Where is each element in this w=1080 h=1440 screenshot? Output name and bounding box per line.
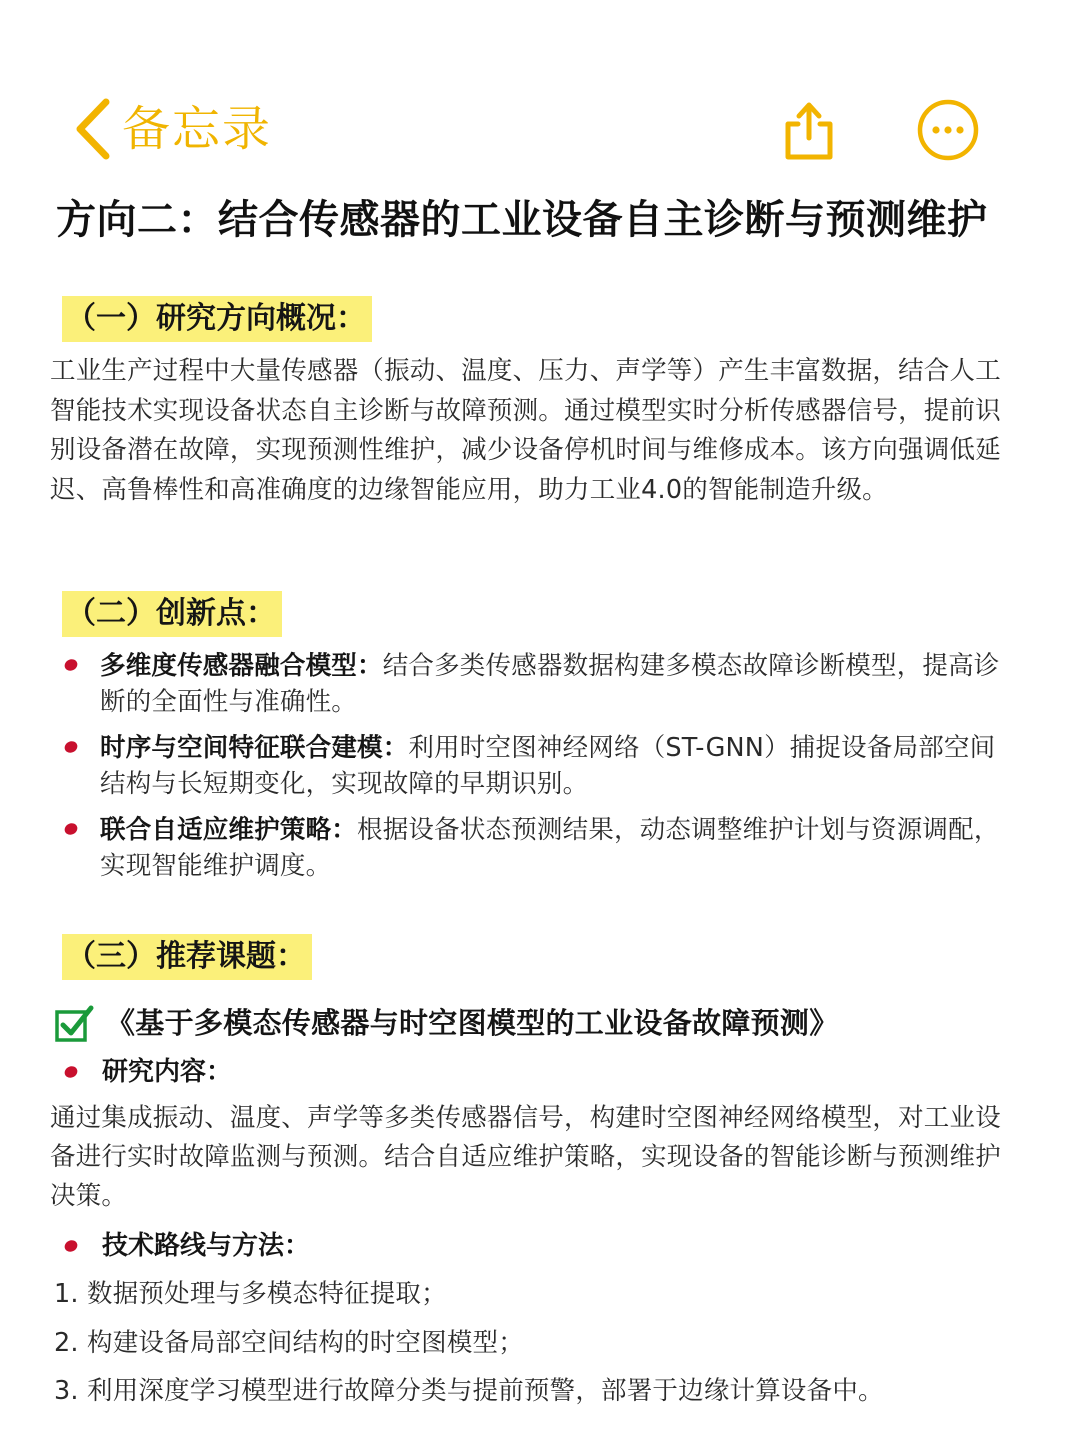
method-step: 3. 利用深度学习模型进行故障分类与提前预警，部署于边缘计算设备中。	[54, 1376, 884, 1406]
bullet-dot-icon	[64, 740, 78, 754]
section-heading-topics: （三）推荐课题：	[62, 934, 312, 980]
overview-paragraph: 工业生产过程中大量传感器（振动、温度、压力、声学等）产生丰富数据，结合人工智能技术实现设备状态自主诊断与故障预测。通过模型实时分析传感器信号，提前识别设备潜在故障，实现预测性维护，减少设备停机时间与维修成本。该方向强调低延迟、高鲁棒性和高准确度的边缘智能应用，助力工业4.0的智能制造升级。	[50, 356, 1001, 505]
bullet-dot-icon	[64, 658, 78, 672]
method-step: 2. 构建设备局部空间结构的时空图模型；	[54, 1328, 524, 1358]
back-label: 备忘录	[122, 101, 273, 157]
bullet-dot-icon	[64, 1239, 78, 1253]
sub-heading-label: 技术路线与方法：	[102, 1231, 311, 1261]
research-content-paragraph: 通过集成振动、温度、声学等多类传感器信号，构建时空图神经网络模型，对工业设备进行实时故障监测与预测。结合自适应维护策略，实现设备的智能诊断与预测维护决策。	[50, 1103, 1001, 1211]
sub-heading-label: 研究内容：	[102, 1057, 233, 1087]
bullet-label: 多维度传感器融合模型：	[100, 651, 383, 681]
method-step: 1. 数据预处理与多模态特征提取；	[54, 1279, 447, 1309]
share-button[interactable]	[780, 96, 838, 162]
bullet-label: 时序与空间特征联合建模：	[100, 733, 409, 763]
topic-title-row	[54, 1000, 839, 1046]
back-button[interactable]	[72, 96, 272, 162]
more-button[interactable]	[916, 98, 980, 162]
bullet-desc: 结合多类传感器数据构建多模态故障诊断模型，提高诊断的全面性与准确性。	[100, 651, 1000, 717]
checkbox-checked-icon[interactable]	[54, 1003, 94, 1043]
more-icon	[916, 98, 980, 162]
note-title: 方向二：结合传感器的工业设备自主诊断与预测维护	[56, 197, 988, 243]
section-heading-innovation: （二）创新点：	[62, 591, 282, 637]
topic-title: 《基于多模态传感器与时空图模型的工业设备故障预测》	[106, 1006, 839, 1040]
bullet-desc: 根据设备状态预测结果，动态调整维护计划与资源调配，实现智能维护调度。	[100, 815, 1000, 881]
chevron-left-icon	[72, 96, 112, 162]
bullet-label: 联合自适应维护策略：	[100, 815, 358, 845]
nav-bar	[0, 0, 1080, 180]
section-heading-overview: （一）研究方向概况：	[62, 296, 372, 342]
share-icon	[780, 96, 838, 162]
bullet-dot-icon	[64, 822, 78, 836]
bullet-desc: 利用时空图神经网络（ST-GNN）捕捉设备局部空间结构与长短期变化，实现故障的早期识别。	[100, 733, 996, 799]
bullet-text	[100, 648, 1012, 720]
bullet-text	[100, 730, 1012, 802]
bullet-text	[100, 812, 1012, 884]
bullet-dot-icon	[64, 1065, 78, 1079]
